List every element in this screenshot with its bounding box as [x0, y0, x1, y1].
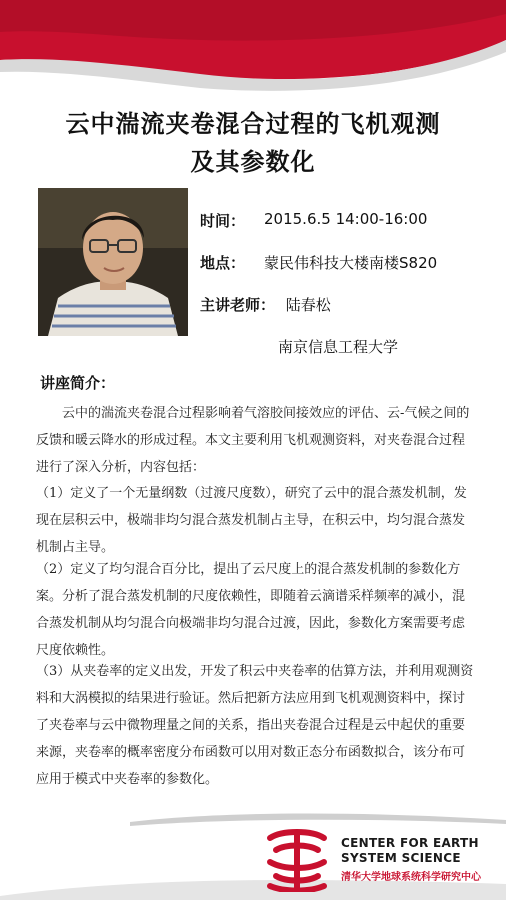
header-swoosh	[0, 0, 506, 100]
lecture-speaker	[200, 294, 331, 315]
logo-text-line3: 清华大学地球系统科学研究中心	[341, 872, 481, 883]
lecture-place	[200, 252, 438, 273]
time-value: 2015.6.5 14:00-16:00	[264, 210, 428, 228]
time-label: 时间：	[200, 212, 246, 230]
logo-text-line1: CENTER FOR EARTH	[341, 836, 479, 850]
place-label: 地点：	[200, 254, 246, 272]
logo-text-line2: SYSTEM SCIENCE	[341, 851, 461, 865]
speaker-name: 陆春松	[285, 296, 331, 314]
center-logo-icon	[262, 828, 332, 892]
intro-heading: 讲座简介：	[40, 374, 116, 392]
intro-paragraph: （1）定义了一个无量纲数（过渡尺度数），研究了云中的混合蒸发机制，发现在层积云中，极端非均匀混合蒸发机制占主导，在积云中，均匀混合蒸发机制占主导。	[36, 486, 467, 555]
speaker-label: 主讲老师：	[200, 296, 276, 314]
lecture-time	[200, 210, 428, 231]
speaker-affiliation: 南京信息工程大学	[278, 338, 399, 356]
lecture-title-line2: 及其参数化	[190, 147, 316, 176]
speaker-photo	[38, 188, 188, 336]
lecture-title-line1: 云中湍流夹卷混合过程的飞机观测	[65, 109, 441, 138]
intro-paragraph: 云中的湍流夹卷混合过程影响着气溶胶间接效应的评估、云-气候之间的反馈和暖云降水的形成过程。本文主要利用飞机观测资料，对夹卷混合过程进行了深入分析，内容包括：	[36, 406, 470, 475]
place-value: 蒙民伟科技大楼南楼S820	[264, 254, 438, 272]
intro-paragraph: （3）从夹卷率的定义出发，开发了积云中夹卷率的估算方法，并利用观测资料和大涡模拟的结果进行验证。然后把新方法应用到飞机观测资料中，探讨了夹卷率与云中微物理量之间的关系，指出夹卷混合过程是云中起伏的重要来源，夹卷率的概率密度分布函数可以用对数正态分布函数拟合，该分布可应用于模式中夹卷率的参数化。	[36, 664, 474, 787]
intro-paragraph: （2）定义了均匀混合百分比，提出了云尺度上的混合蒸发机制的参数化方案。分析了混合蒸发机制的尺度依赖性，即随着云滴谱采样频率的减小，混合蒸发机制从均匀混合向极端非均匀混合过渡，因此，参数化方案需要考虑尺度依赖性。	[36, 562, 466, 658]
